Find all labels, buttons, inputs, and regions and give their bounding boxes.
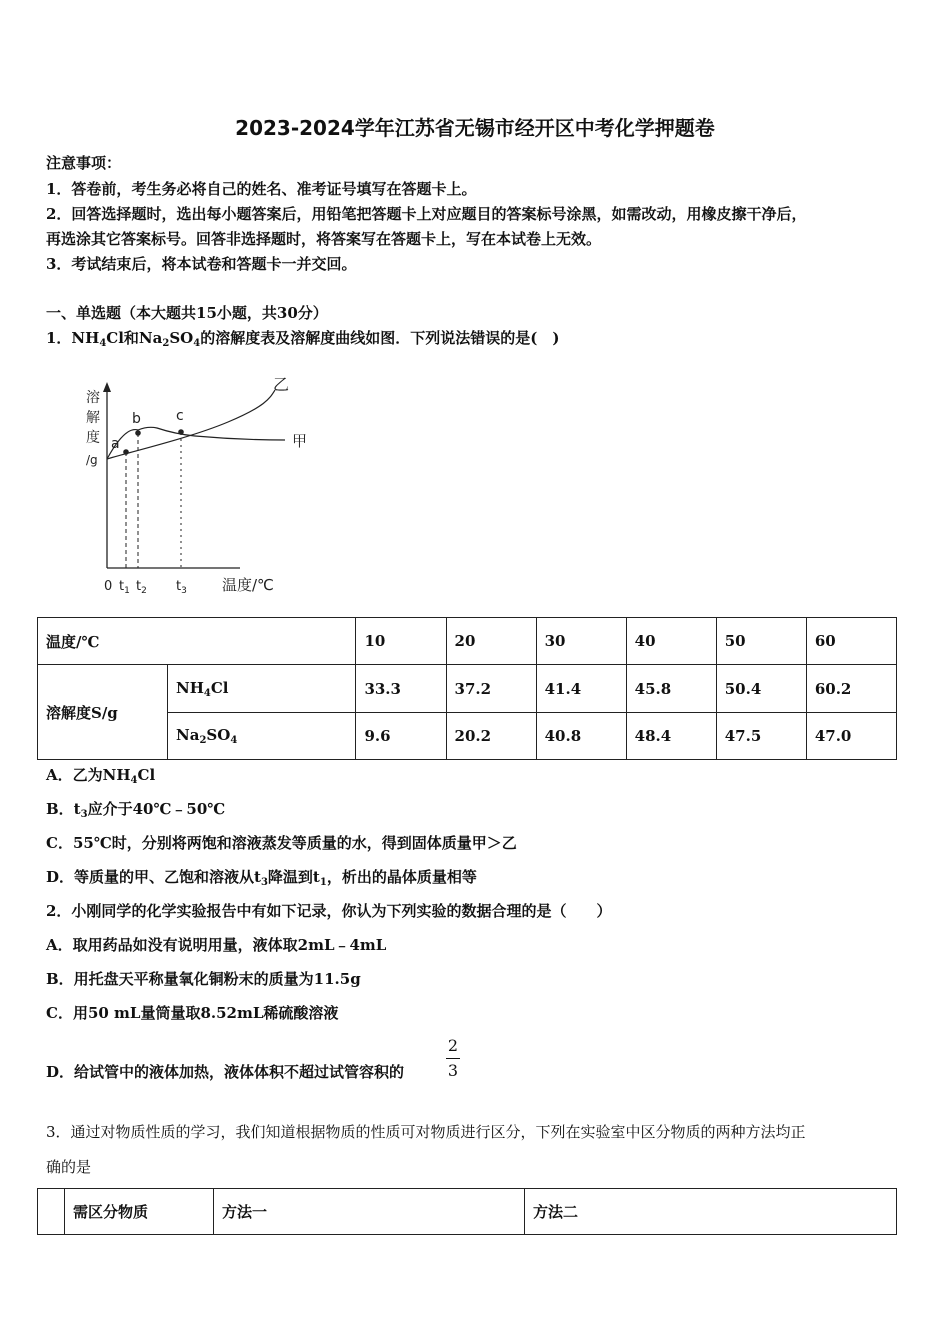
substance-na2so4: $Na_2SO_4$ bbox=[168, 713, 356, 760]
exam-title: 2023-2024学年江苏省无锡市经开区中考化学押题卷 bbox=[235, 116, 715, 140]
fraction-denominator: 3 bbox=[447, 1061, 459, 1080]
series-jia-label: 甲 bbox=[292, 432, 308, 450]
fraction-bar bbox=[446, 1058, 460, 1059]
ylabel-2: 解 bbox=[86, 410, 100, 426]
xtick-t1: $t_1$ bbox=[119, 579, 130, 596]
q3-header-substance: 需区分物质 bbox=[65, 1189, 214, 1235]
point-c bbox=[178, 429, 184, 435]
value-cell: 41.4 bbox=[536, 665, 626, 713]
q2-option-d: D．给试管中的液体加热，液体体积不超过试管容积的 bbox=[46, 1063, 405, 1081]
value-cell: 50.4 bbox=[716, 665, 806, 713]
q1-option-c: C．55℃时，分别将两饱和溶液蒸发等质量的水，得到固体质量甲＞乙 bbox=[46, 834, 517, 852]
q2-option-b: B．用托盘天平称量氧化铜粉末的质量为11.5g bbox=[46, 970, 361, 988]
value-cell: 37.2 bbox=[446, 665, 536, 713]
q3-table-blank bbox=[38, 1189, 65, 1235]
point-b bbox=[135, 430, 141, 436]
fraction-numerator: 2 bbox=[447, 1036, 459, 1055]
temp-cell: 20 bbox=[446, 618, 536, 665]
value-cell: 60.2 bbox=[806, 665, 896, 713]
solubility-header: 溶解度S/g bbox=[38, 665, 168, 760]
notice-item-3: 3．考试结束后，将本试卷和答题卡一并交回。 bbox=[46, 255, 357, 273]
xlabel: 温度/℃ bbox=[222, 576, 274, 594]
value-cell: 47.5 bbox=[716, 713, 806, 760]
q3-header-method1: 方法一 bbox=[214, 1189, 525, 1235]
q1-option-a: A．乙为$NH_4Cl$ bbox=[46, 766, 156, 786]
point-a bbox=[123, 449, 129, 455]
temp-header: 温度/℃ bbox=[38, 618, 356, 665]
value-cell: 47.0 bbox=[806, 713, 896, 760]
fraction-two-thirds bbox=[446, 1036, 460, 1081]
value-cell: 45.8 bbox=[626, 665, 716, 713]
notice-item-2-cont: 再选涂其它答案标号。回答非选择题时，将答案写在答题卡上，写在本试卷上无效。 bbox=[46, 230, 602, 248]
xtick-t2: $t_2$ bbox=[136, 579, 147, 596]
value-cell: 40.8 bbox=[536, 713, 626, 760]
ylabel-1: 溶 bbox=[86, 390, 100, 406]
solubility-table bbox=[37, 617, 897, 760]
temp-cell: 40 bbox=[626, 618, 716, 665]
q2-stem: 2．小刚同学的化学实验报告中有如下记录，你认为下列实验的数据合理的是（ ） bbox=[46, 902, 612, 920]
section-heading: 一、单选题（本大题共15小题，共30分） bbox=[46, 304, 328, 322]
q1-option-d: D．等质量的甲、乙饱和溶液从$t_3$降温到$t_1$，析出的晶体质量相等 bbox=[46, 868, 477, 888]
q1-stem: 1．$NH_4Cl$和$Na_2SO_4$的溶解度表及溶解度曲线如图．下列说法错误的是( ) bbox=[46, 329, 560, 349]
series-jia-curve bbox=[107, 427, 285, 459]
point-c-label: c bbox=[176, 408, 184, 424]
value-cell: 48.4 bbox=[626, 713, 716, 760]
q3-table bbox=[37, 1188, 897, 1235]
series-yi-label: 乙 bbox=[273, 375, 290, 394]
substance-nh4cl: $NH_4Cl$ bbox=[168, 665, 356, 713]
value-cell: 20.2 bbox=[446, 713, 536, 760]
temp-cell: 30 bbox=[536, 618, 626, 665]
q2-option-c: C．用50 mL量筒量取8.52mL稀硫酸溶液 bbox=[46, 1004, 339, 1022]
point-b-label: b bbox=[132, 411, 141, 427]
value-cell: 33.3 bbox=[356, 665, 446, 713]
y-axis-arrow bbox=[103, 382, 111, 392]
temp-cell: 50 bbox=[716, 618, 806, 665]
temp-cell: 10 bbox=[356, 618, 446, 665]
q2-option-a: A．取用药品如没有说明用量，液体取2mL﹣4mL bbox=[46, 936, 387, 954]
q3-stem-line-1: 3．通过对物质性质的学习，我们知道根据物质的性质可对物质进行区分，下列在实验室中区分物质的两种方法均正 bbox=[46, 1123, 806, 1141]
ylabel-3: 度 bbox=[86, 430, 100, 446]
xtick-t3: $t_3$ bbox=[176, 579, 187, 596]
xtick-0: 0 bbox=[104, 579, 113, 594]
solubility-chart bbox=[70, 368, 330, 600]
point-a-label: a bbox=[111, 436, 120, 452]
q1-option-b: B．$t_3$应介于40℃﹣50℃ bbox=[46, 800, 226, 820]
notice-heading: 注意事项： bbox=[46, 154, 122, 172]
value-cell: 9.6 bbox=[356, 713, 446, 760]
notice-item-2: 2．回答选择题时，选出每小题答案后，用铅笔把答题卡上对应题目的答案标号涂黑，如需改动，用橡皮擦干净后， bbox=[46, 205, 807, 223]
temp-cell: 60 bbox=[806, 618, 896, 665]
q3-stem-line-2: 确的是 bbox=[46, 1158, 92, 1176]
notice-item-1: 1．答卷前，考生务必将自己的姓名、准考证号填写在答题卡上。 bbox=[46, 180, 477, 198]
ylabel-4: /g bbox=[86, 453, 98, 467]
q3-header-method2: 方法二 bbox=[525, 1189, 897, 1235]
